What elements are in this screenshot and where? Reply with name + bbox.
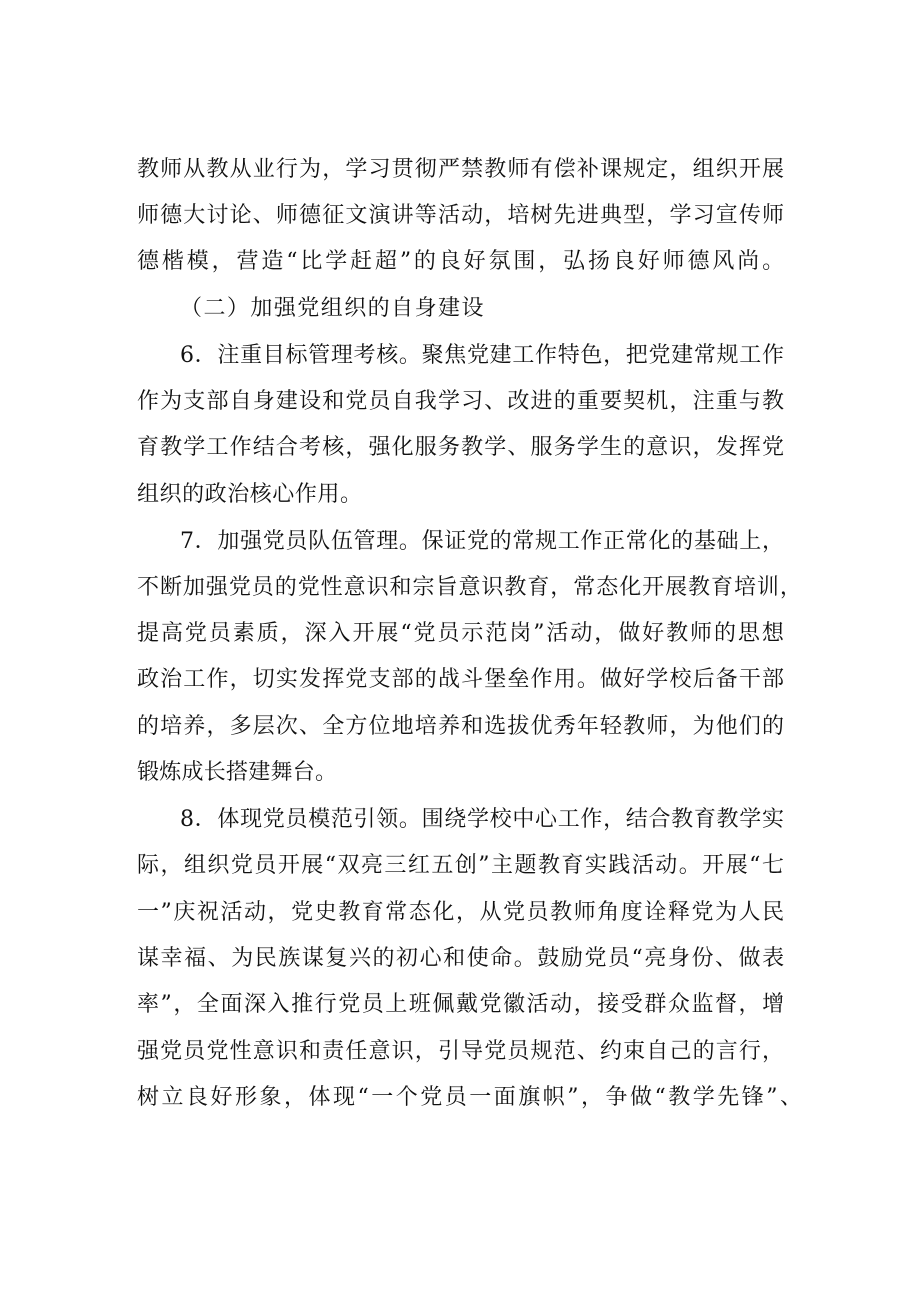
- line-text: 一”庆祝活动，党史教育常态化，从党员教师角度诠释党为人民: [137, 900, 786, 925]
- text-line: [0, 1032, 920, 1072]
- line-text: 师德大讨论、师德征文演讲等活动，培树先进典型，学习宣传师: [137, 203, 786, 228]
- line-text: 作为支部自身建设和党员自我学习、改进的重要契机，注重与教: [137, 389, 786, 414]
- text-line: [0, 985, 920, 1025]
- line-text: 德楷模，营造“比学赶超”的良好氛围，弘扬良好师德风尚。: [137, 249, 787, 274]
- text-line: [0, 660, 920, 700]
- text-line: [0, 939, 920, 979]
- section-heading-text: （二）加强党组织的自身建设: [180, 296, 485, 321]
- line-text: 际，组织党员开展“双亮三红五创”主题教育实践活动。开展“七: [137, 853, 786, 878]
- text-line: [0, 1078, 920, 1118]
- text-line: [0, 196, 920, 236]
- text-line: [0, 614, 920, 654]
- text-line: [0, 522, 920, 562]
- line-text: 的培养，多层次、全方位地培养和选拔优秀年轻教师，为他们的: [137, 714, 786, 739]
- text-line: [0, 568, 920, 608]
- text-line: [0, 893, 920, 933]
- text-line: [0, 800, 920, 840]
- text-line: [0, 475, 920, 515]
- line-text: 组织的政治核心作用。: [137, 482, 363, 507]
- text-line: [0, 382, 920, 422]
- line-text: 8．体现党员模范引领。围绕学校中心工作，结合教育教学实: [180, 807, 785, 832]
- line-text: 教师从教从业行为，学习贯彻严禁教师有偿补课规定，组织开展: [137, 157, 786, 182]
- text-line: [0, 428, 920, 468]
- line-text: 政治工作，切实发挥党支部的战斗堡垒作用。做好学校后备干部: [137, 667, 786, 692]
- text-line: [0, 753, 920, 793]
- line-text: 强党员党性意识和责任意识，引导党员规范、约束自己的言行，: [137, 1039, 786, 1064]
- line-text: 提高党员素质，深入开展“党员示范岗”活动，做好教师的思想: [137, 621, 786, 646]
- line-text: 谋幸福、为民族谋复兴的初心和使命。鼓励党员“亮身份、做表: [137, 946, 786, 971]
- text-line: [0, 242, 920, 282]
- line-text: 6．注重目标管理考核。聚焦党建工作特色，把党建常规工作: [180, 343, 785, 368]
- text-line: [0, 846, 920, 886]
- line-text: 率”，全面深入推行党员上班佩戴党徽活动，接受群众监督，增: [137, 992, 786, 1017]
- line-text: 树立良好形象，体现“一个党员一面旗帜”，争做“教学先锋”、: [137, 1085, 805, 1110]
- section-heading: [0, 289, 920, 329]
- line-text: 7．加强党员队伍管理。保证党的常规工作正常化的基础上，: [180, 529, 785, 554]
- text-line: [0, 707, 920, 747]
- text-line: [0, 150, 920, 190]
- line-text: 育教学工作结合考核，强化服务教学、服务学生的意识，发挥党: [137, 435, 786, 460]
- line-text: 锻炼成长搭建舞台。: [137, 760, 338, 785]
- line-text: 不断加强党员的党性意识和宗旨意识教育，常态化开展教育培训，: [137, 575, 803, 600]
- text-line: [0, 336, 920, 376]
